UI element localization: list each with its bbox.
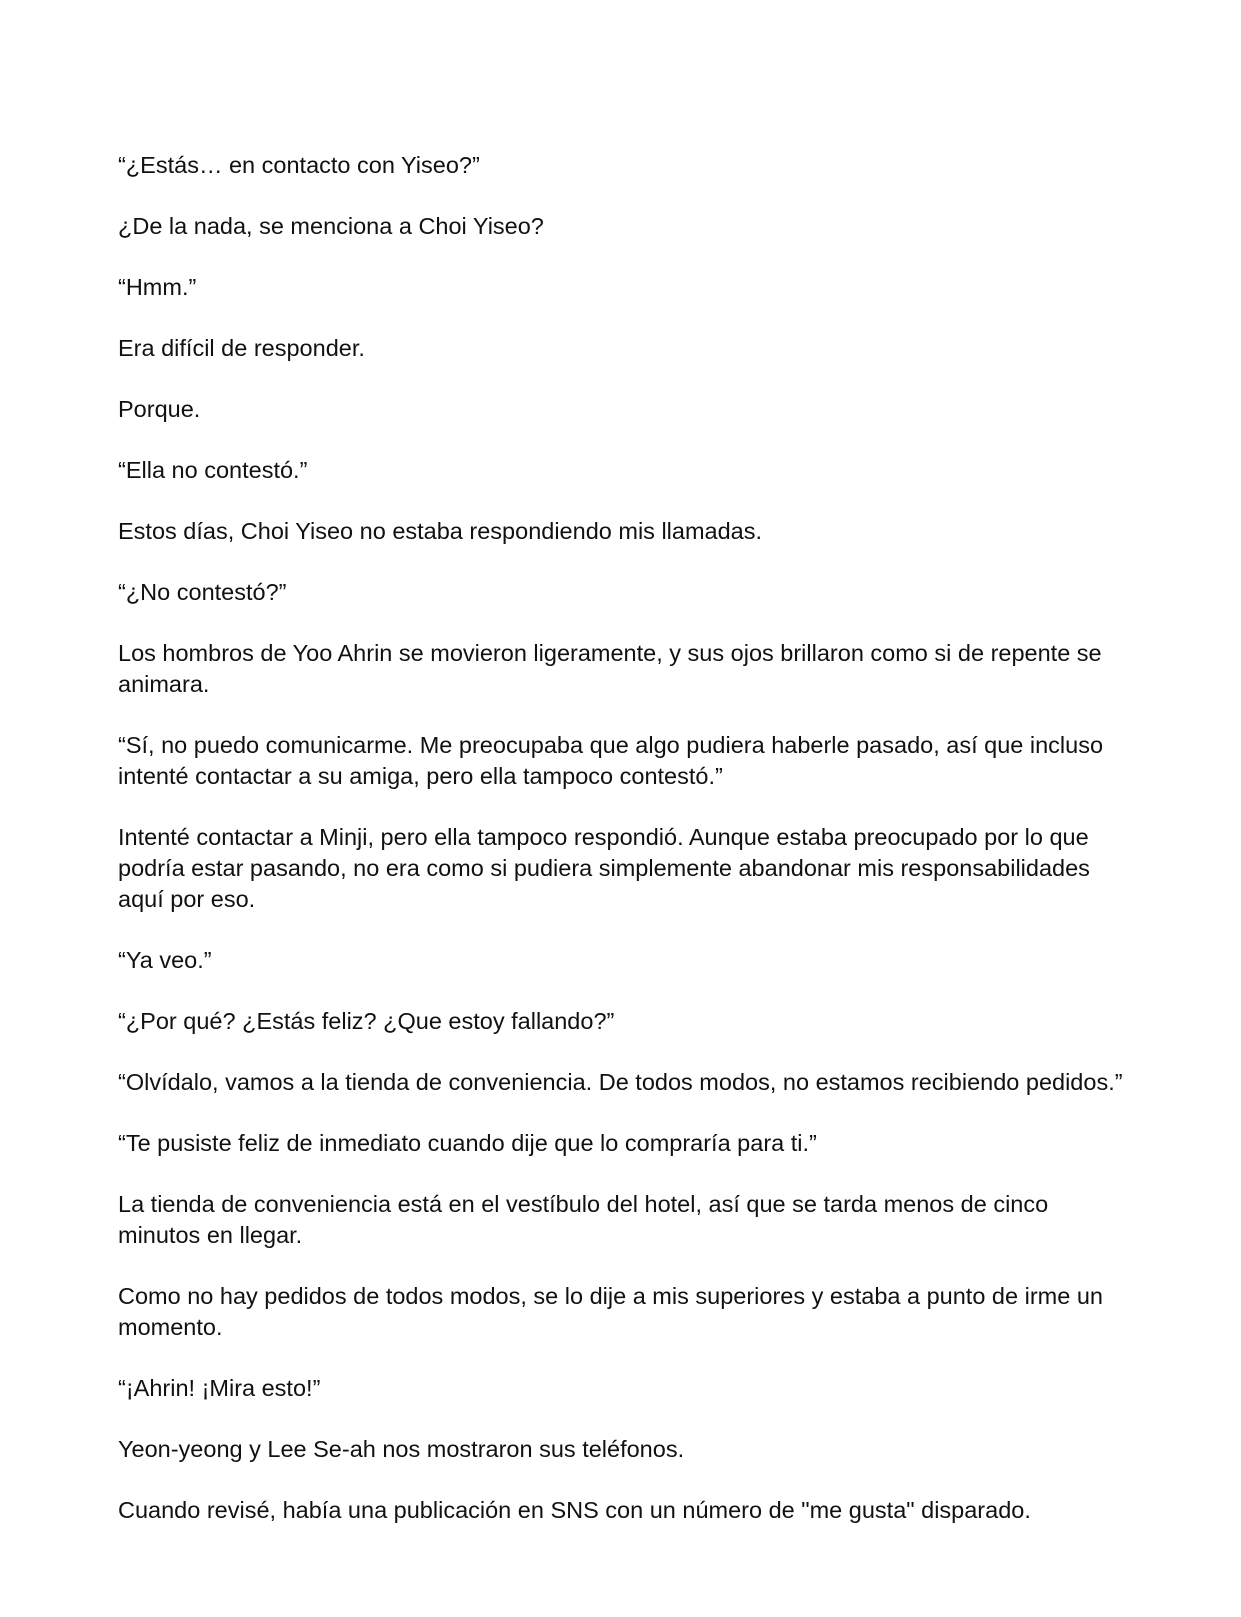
paragraph: Los hombros de Yoo Ahrin se movieron ligeramente, y sus ojos brillaron como si de repente se animara. [118, 640, 1102, 697]
paragraph: Intenté contactar a Minji, pero ella tampoco respondió. Aunque estaba preocupado por lo que podría estar pasando, no era como si pudiera simplemente abandonar mis responsabilidades aquí por eso. [118, 824, 1090, 912]
paragraph: Cuando revisé, había una publicación en SNS con un número de "me gusta" disparado. [118, 1497, 1031, 1523]
document-body [118, 150, 1128, 1556]
paragraph: Como no hay pedidos de todos modos, se lo dije a mis superiores y estaba a punto de irme un momento. [118, 1283, 1103, 1340]
paragraph: “Olvídalo, vamos a la tienda de conveniencia. De todos modos, no estamos recibiendo pedidos.” [118, 1069, 1123, 1095]
paragraph: ¿De la nada, se menciona a Choi Yiseo? [118, 213, 544, 239]
paragraph: Estos días, Choi Yiseo no estaba respondiendo mis llamadas. [118, 518, 763, 544]
paragraph: “¿Por qué? ¿Estás feliz? ¿Que estoy fallando?” [118, 1008, 615, 1034]
paragraph: La tienda de conveniencia está en el vestíbulo del hotel, así que se tarda menos de cinco minutos en llegar. [118, 1191, 1049, 1248]
paragraph: “¡Ahrin! ¡Mira esto!” [118, 1375, 321, 1401]
paragraph: “Ella no contestó.” [118, 457, 308, 483]
paragraph: Porque. [118, 396, 201, 422]
paragraph: “Hmm.” [118, 274, 197, 300]
paragraph: “Sí, no puedo comunicarme. Me preocupaba que algo pudiera haberle pasado, así que incluso intenté contactar a su amiga, pero ella tampoco contestó.” [118, 732, 1104, 789]
paragraph: Era difícil de responder. [118, 335, 365, 361]
paragraph: Yeon-yeong y Lee Se-ah nos mostraron sus teléfonos. [118, 1436, 685, 1462]
paragraph: “¿No contestó?” [118, 579, 287, 605]
paragraph: “Ya veo.” [118, 947, 212, 973]
paragraph: “Te pusiste feliz de inmediato cuando dije que lo compraría para ti.” [118, 1130, 817, 1156]
paragraph: “¿Estás… en contacto con Yiseo?” [118, 152, 480, 178]
